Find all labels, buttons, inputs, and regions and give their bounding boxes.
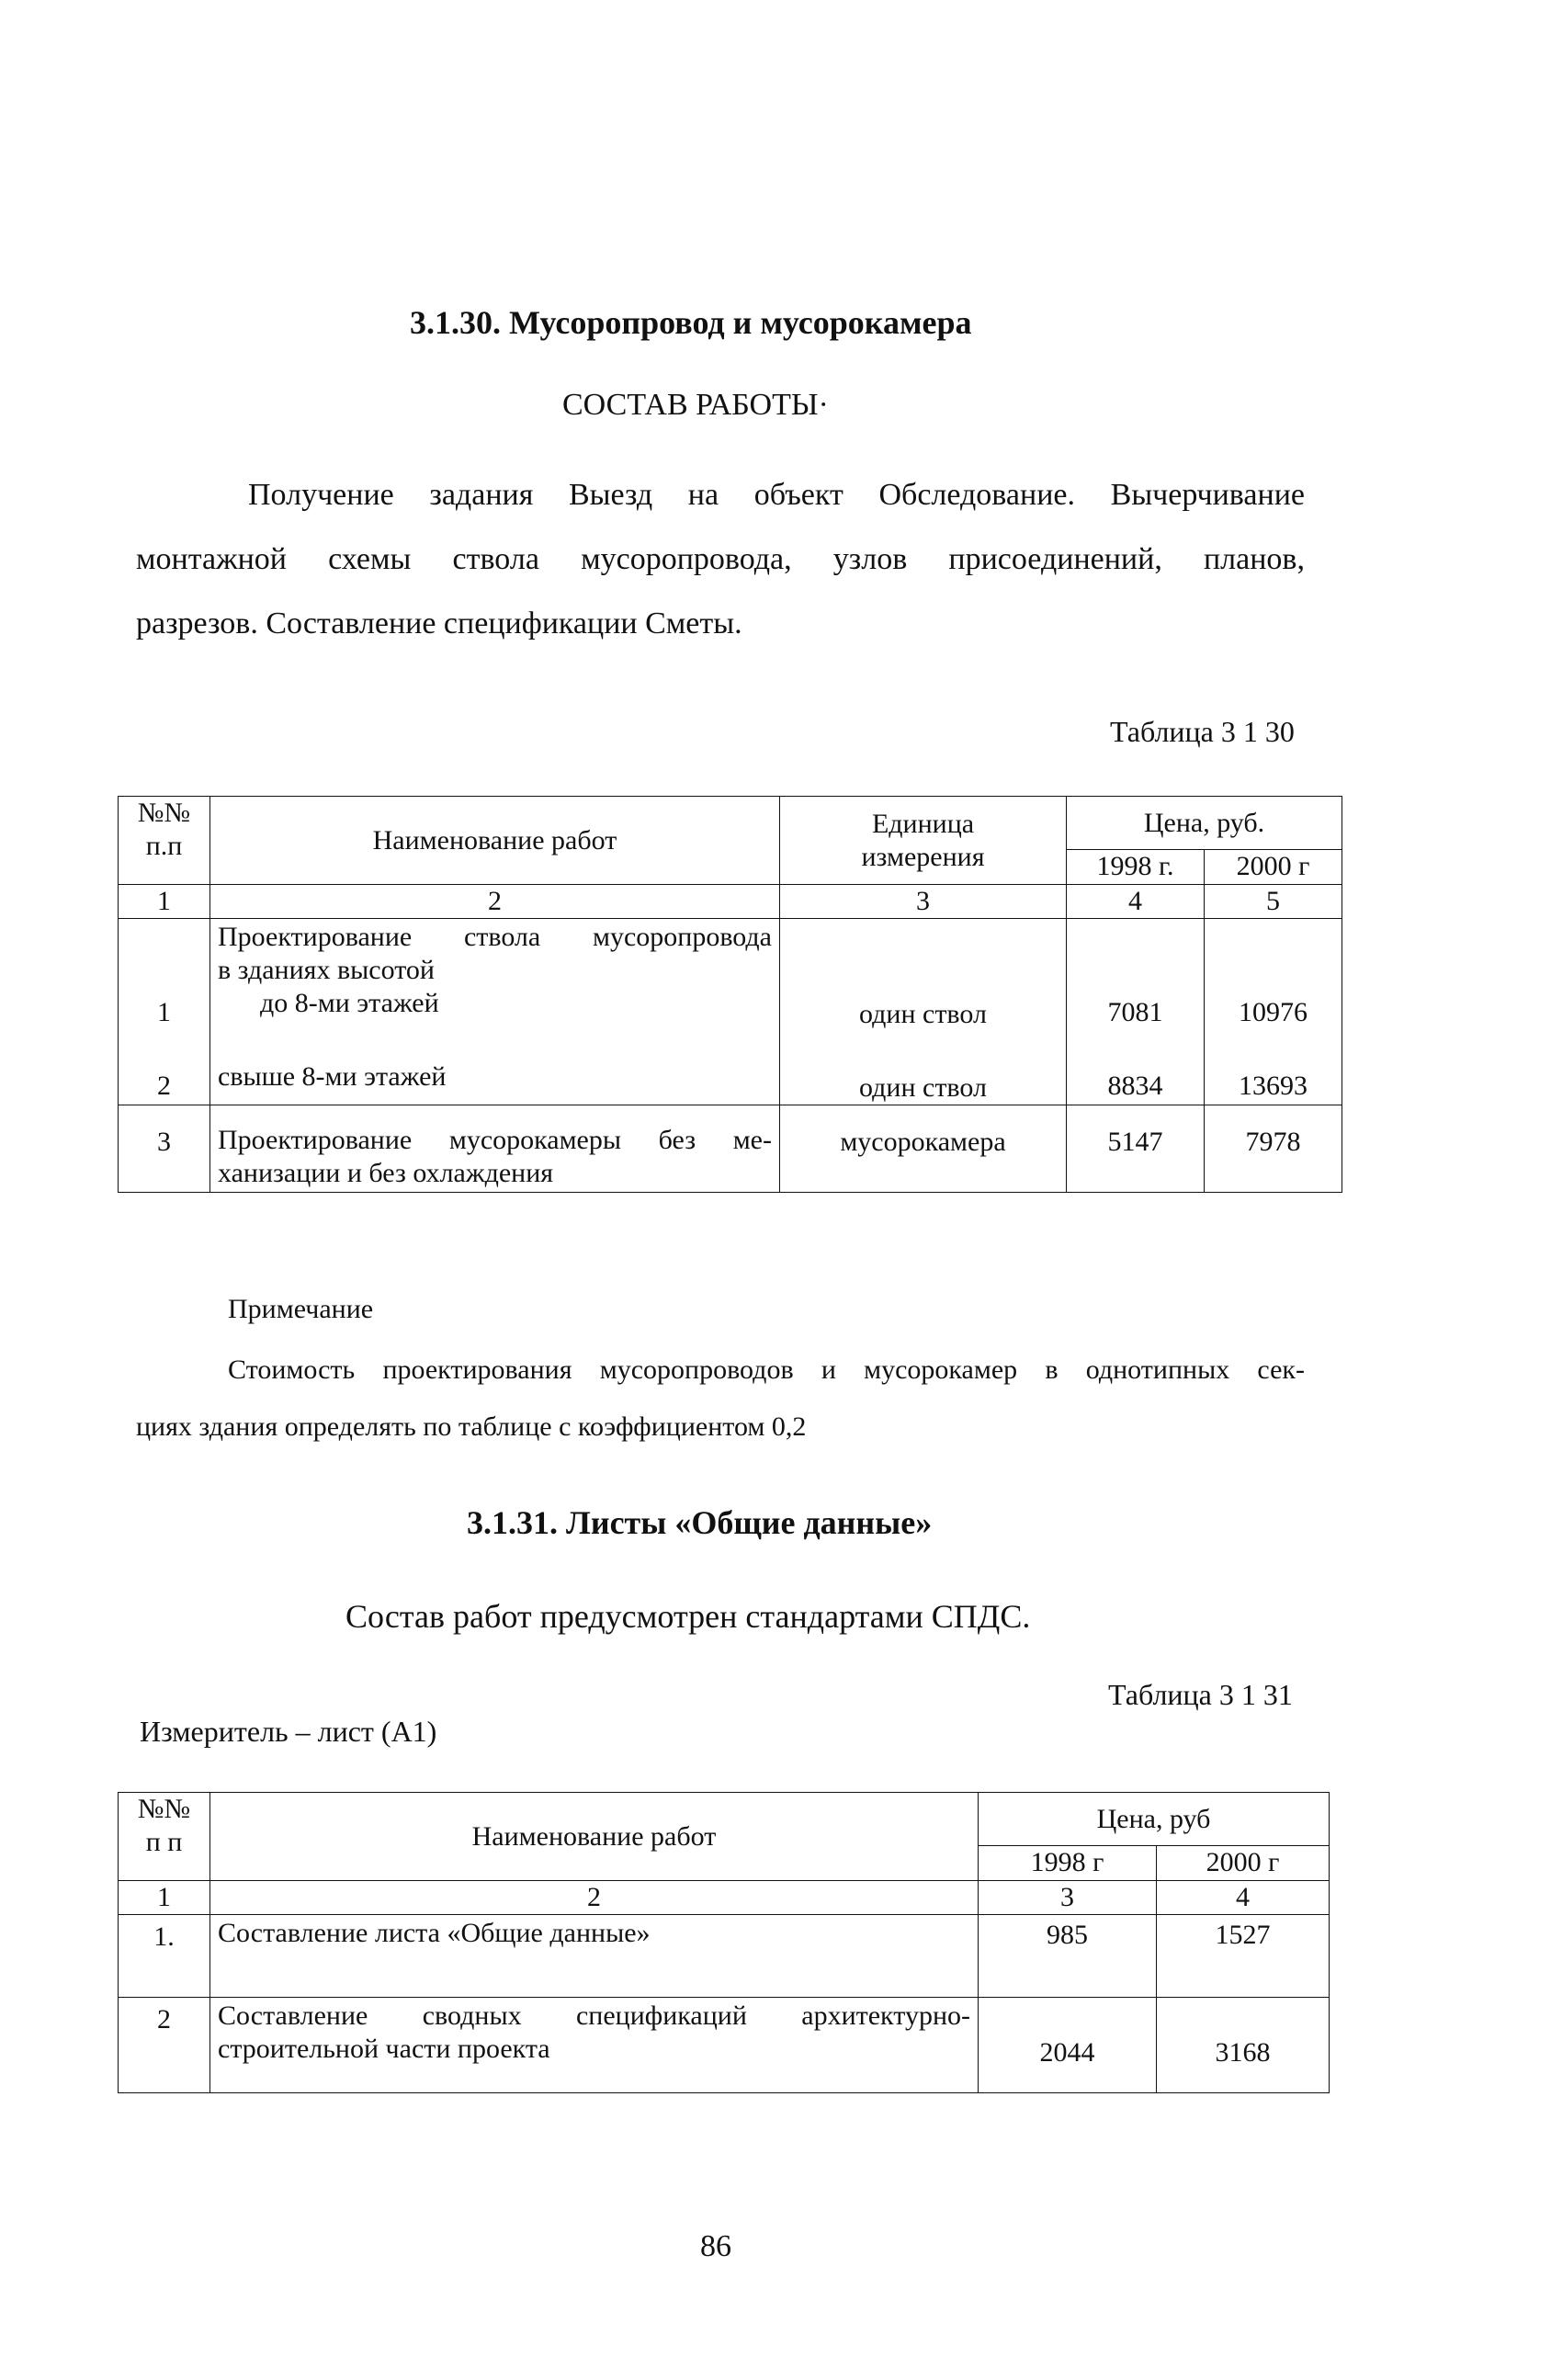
header-num-line2: п.п xyxy=(145,831,183,861)
col-number: 2 xyxy=(210,885,780,919)
row-name-line1: Составление сводных спецификаций архитектурно- xyxy=(218,2000,970,2031)
row-name: до 8-ми этажей xyxy=(260,988,439,1018)
note-line-1: Стоимость проектирования мусоропроводов и мусорокамер в однотипных сек- xyxy=(228,1354,1305,1385)
table-row xyxy=(119,919,1342,1105)
header-price: Цена, руб xyxy=(979,1793,1330,1846)
header-unit-line2: измерения xyxy=(861,841,985,872)
row-price-2000: 10976 xyxy=(1239,997,1308,1027)
table-caption-3-1-30: Таблица 3 1 30 xyxy=(1110,715,1295,748)
table-row xyxy=(119,1105,1342,1193)
body-line-3: разрезов. Составление спецификации Сметы. xyxy=(136,606,742,640)
row-price-1998: 985 xyxy=(979,1915,1157,1998)
row-price-2000: 3168 xyxy=(1157,1998,1330,2093)
header-num xyxy=(119,797,210,885)
header-num xyxy=(119,1793,210,1881)
col-number: 3 xyxy=(780,885,1067,919)
col-number: 1 xyxy=(119,1881,210,1915)
row-price-2000: 7978 xyxy=(1205,1105,1342,1193)
header-year-1998: 1998 г xyxy=(979,1846,1157,1881)
row-unit: один ствол xyxy=(859,1072,987,1103)
col-number: 1 xyxy=(119,885,210,919)
section-title-3-1-31: 3.1.31. Листы «Общие данные» xyxy=(467,1504,933,1541)
table-row xyxy=(119,1915,1330,1998)
row-num: 3 xyxy=(119,1105,210,1193)
table-col-numbers-row xyxy=(119,885,1342,919)
row-price-1998: 2044 xyxy=(979,1998,1157,2093)
header-num-line2: п п xyxy=(145,1827,183,1857)
col-number: 4 xyxy=(1157,1881,1330,1915)
page-number: 86 xyxy=(700,2229,731,2263)
col-number: 5 xyxy=(1205,885,1342,919)
header-year-2000: 2000 г xyxy=(1157,1846,1330,1881)
row-price-1998: 7081 xyxy=(1107,997,1163,1027)
header-name: Наименование работ xyxy=(210,1793,979,1881)
row-price-1998: 8834 xyxy=(1107,1071,1163,1101)
row-num: 1 xyxy=(157,997,171,1027)
col-number: 3 xyxy=(979,1881,1157,1915)
table-3-1-31 xyxy=(118,1792,1330,2093)
group-heading-line1: Проектирование ствола мусоропровода xyxy=(218,922,772,952)
table-row xyxy=(119,1998,1330,2093)
header-price: Цена, руб. xyxy=(1067,797,1342,850)
section-subtitle-spds: Состав работ предусмотрен стандартами СПДС. xyxy=(345,1598,1031,1635)
col-number: 2 xyxy=(210,1881,979,1915)
col-number: 4 xyxy=(1067,885,1205,919)
row-price-2000: 13693 xyxy=(1239,1071,1308,1101)
row-name: Составление листа «Общие данные» xyxy=(210,1915,979,1998)
row-name: свыше 8-ми этажей xyxy=(218,1061,447,1092)
header-num-line1: №№ xyxy=(137,1794,191,1824)
measure-unit: Измеритель – лист (А1) xyxy=(140,1715,437,1748)
row-price-2000: 1527 xyxy=(1157,1915,1330,1998)
row-unit: один ствол xyxy=(859,999,987,1029)
section-subtitle-work-composition: СОСТАВ РАБОТЫ· xyxy=(562,388,829,422)
row-num: 2 xyxy=(157,1071,171,1101)
table-3-1-30 xyxy=(118,796,1342,1193)
note-title: Примечание xyxy=(228,1294,374,1324)
row-num: 1. xyxy=(119,1915,210,1998)
table-header-row xyxy=(119,1793,1330,1846)
row-name-line1: Проектирование мусорокамеры без ме- xyxy=(218,1125,772,1155)
table-caption-3-1-31: Таблица 3 1 31 xyxy=(1108,1678,1293,1711)
row-name-line2: ханизации и без охлаждения xyxy=(218,1158,554,1188)
header-unit xyxy=(780,797,1067,885)
header-unit-line1: Единица xyxy=(871,808,975,839)
header-name: Наименование работ xyxy=(210,797,780,885)
row-unit: мусорокамера xyxy=(780,1105,1067,1193)
row-num: 2 xyxy=(119,1998,210,2093)
header-num-line1: №№ xyxy=(137,798,191,828)
row-price-1998: 5147 xyxy=(1067,1105,1205,1193)
header-year-1998: 1998 г. xyxy=(1067,850,1205,885)
row-name-line2: строительной части проекта xyxy=(218,2034,550,2064)
body-line-1: Получение задания Выезд на объект Обследование. Вычерчивание xyxy=(248,478,1305,512)
section-title-3-1-30: 3.1.30. Мусоропровод и мусорокамера xyxy=(410,304,972,341)
table-header-row xyxy=(119,797,1342,850)
group-heading-line2: в зданиях высотой xyxy=(218,955,435,985)
body-line-2: монтажной схемы ствола мусоропровода, узлов присоединений, планов, xyxy=(136,542,1305,576)
table-col-numbers-row xyxy=(119,1881,1330,1915)
note-line-2: циях здания определять по таблице с коэффициентом 0,2 xyxy=(136,1411,807,1442)
header-year-2000: 2000 г xyxy=(1205,850,1342,885)
